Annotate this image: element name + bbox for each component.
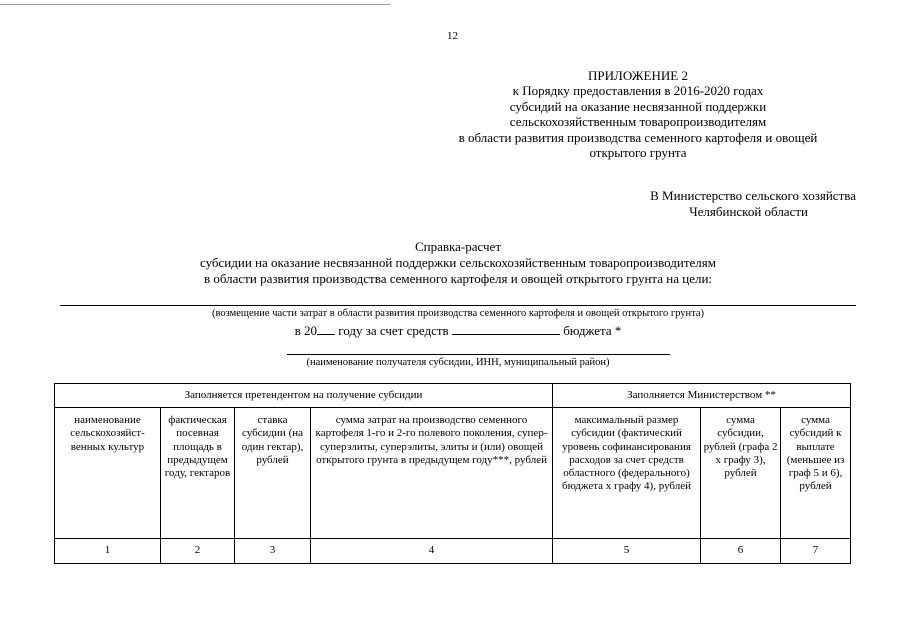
scan-edge-line xyxy=(0,4,390,5)
budget-label: бюджета * xyxy=(563,323,622,338)
budget-year-suffix: году за счет средств xyxy=(338,323,449,338)
column-header: максимальный размер субсидии (фактический уровень софинансирования расходов за счет средств областного (федерального) бюджета х графу 4), рублей xyxy=(553,408,701,539)
table-header-row xyxy=(55,408,851,539)
page-number: 12 xyxy=(447,30,458,42)
recipient-fill-line xyxy=(287,354,670,355)
appendix-line: в области развития производства семенного картофеля и овощей xyxy=(458,129,818,145)
column-header: сумма субсидий к выплате (меньшее из граф 5 и 6), рублей xyxy=(781,408,851,539)
appendix-block xyxy=(420,68,856,160)
column-number: 4 xyxy=(311,539,553,564)
table-group-row xyxy=(55,384,851,408)
purpose-fill-line xyxy=(60,305,856,306)
recipient-line-1: В Министерство сельского хозяйства xyxy=(650,188,856,203)
recipient-caption: (наименование получателя субсидии, ИНН, муниципальный район) xyxy=(306,357,610,368)
recipient-line-2: Челябинской области xyxy=(689,204,808,219)
table-number-row xyxy=(55,539,851,564)
column-header: наименование сельскохозяйст-венных культур xyxy=(55,408,161,539)
group-applicant-header: Заполняется претендентом на получение субсидии xyxy=(55,384,553,408)
heading-title: Справка-расчет xyxy=(414,239,502,254)
appendix-title: ПРИЛОЖЕНИЕ 2 xyxy=(588,68,688,83)
appendix-line: к Порядку предоставления в 2016-2020 годах xyxy=(512,83,764,99)
document-heading xyxy=(60,239,856,287)
column-number: 6 xyxy=(701,539,781,564)
column-header: сумма затрат на производство семенного картофеля 1-го и 2-го полевого поколения, супер-суперэлиты, суперэлиты, элиты и (или) овощей открытого грунта в предыдущем году***, рублей xyxy=(311,408,553,539)
heading-line-1: субсидии на оказание несвязанной поддержки сельскохозяйственным товаропроизводителям xyxy=(199,255,717,270)
column-header: ставка субсидии (на один гектар), рублей xyxy=(235,408,311,539)
column-number: 3 xyxy=(235,539,311,564)
purpose-caption: (возмещение части затрат в области развития производства семенного картофеля и овощей открытого грунта) xyxy=(211,308,704,319)
column-number: 7 xyxy=(781,539,851,564)
budget-line xyxy=(60,323,856,339)
column-header: фактическая посевная площадь в предыдущем году, гектаров xyxy=(161,408,235,539)
year-blank xyxy=(317,323,335,335)
recipient-block xyxy=(520,188,856,220)
subsidy-table xyxy=(54,383,851,564)
appendix-line: субсидий на оказание несвязанной поддержки xyxy=(509,98,767,114)
appendix-line: сельскохозяйственным товаропроизводителям xyxy=(509,114,767,130)
budget-source-blank xyxy=(452,323,560,335)
appendix-line: открытого грунта xyxy=(589,145,687,161)
column-number: 2 xyxy=(161,539,235,564)
heading-line-2: в области развития производства семенного картофеля и овощей открытого грунта на цели: xyxy=(203,271,713,286)
budget-year-prefix: в 20 xyxy=(294,323,317,338)
column-header: сумма субсидии, рублей (графа 2 х графу 3), рублей xyxy=(701,408,781,539)
column-number: 5 xyxy=(553,539,701,564)
group-ministry-header: Заполняется Министерством ** xyxy=(553,384,851,408)
column-number: 1 xyxy=(55,539,161,564)
